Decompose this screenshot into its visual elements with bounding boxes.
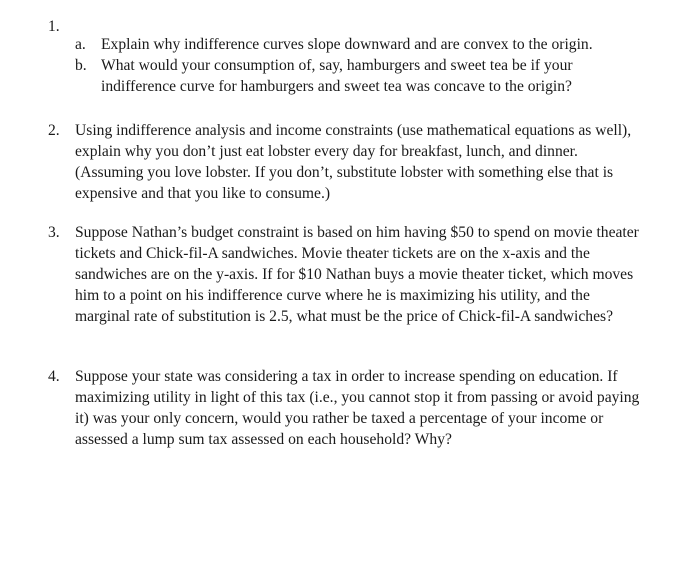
question-4: [48, 366, 648, 450]
question-1a: [75, 34, 648, 55]
question-1: [48, 16, 648, 97]
question-text: Suppose Nathan’s budget constraint is based on him having $50 to spend on movie theater tickets and Chick-fil-A sandwiches. Movie theater tickets are on the x-axis and the sandwiches are on the y-axis. If for $10 Nathan buys a movie theater ticket, which moves him to a point on his indifference curve where he is maximizing his utility, and the marginal rate of substitution is 2.5, what must be the price of Chick-fil-A sandwiches?: [75, 224, 639, 325]
question-1b: [75, 55, 648, 97]
part-letter: a.: [75, 36, 86, 53]
question-3: [48, 222, 648, 327]
question-number: 3.: [48, 224, 60, 241]
question-number: 4.: [48, 368, 60, 385]
question-number: 1.: [48, 18, 60, 35]
part-text: What would your consumption of, say, hamburgers and sweet tea be if your indifference curve for hamburgers and sweet tea was concave to the origin?: [101, 57, 573, 95]
question-text: Using indifference analysis and income constraints (use mathematical equations as well), explain why you don’t just eat lobster every day for breakfast, lunch, and dinner. (Assuming you love lobster. If you don’t, substitute lobster with something else that is expensive and that you like to consume.): [75, 122, 632, 202]
question-1-parts: [75, 34, 648, 97]
part-text: Explain why indifference curves slope downward and are convex to the origin.: [101, 36, 593, 53]
question-text: Suppose your state was considering a tax in order to increase spending on education. If maximizing utility in light of this tax (i.e., you cannot stop it from passing or avoid paying it) was your only concern, would you rather be taxed a percentage of your income or assessed a lump sum tax assessed on each household? Why?: [75, 368, 640, 448]
question-2: [48, 120, 648, 204]
question-number: 2.: [48, 122, 60, 139]
part-letter: b.: [75, 57, 87, 74]
